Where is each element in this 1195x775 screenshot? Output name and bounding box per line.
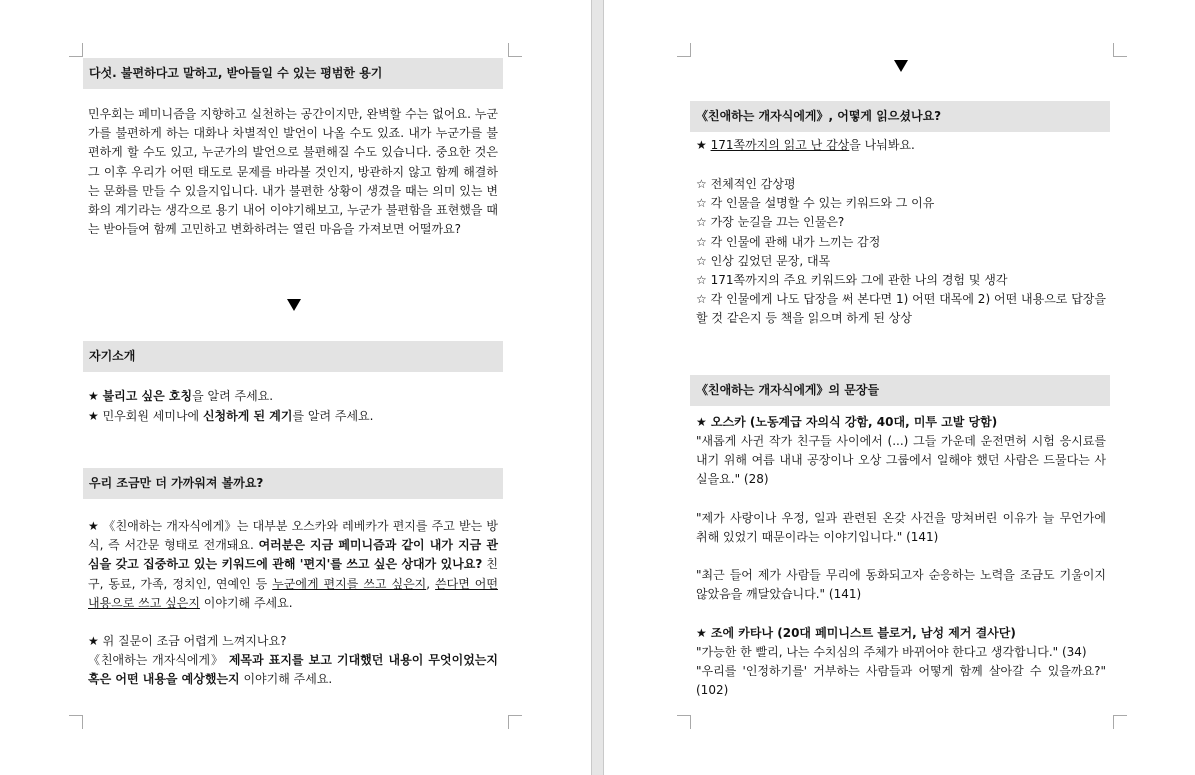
list-item: ★ 민우회원 세미나에 신청하게 된 계기를 알려 주세요. [88, 409, 374, 423]
crop-mark [508, 43, 522, 57]
list-item: ☆ 인상 깊었던 문장, 대목 [696, 253, 831, 268]
section-heading: 《친애하는 개자식에게》의 문장들 [690, 375, 1110, 406]
list-item: ☆ 각 인물에게 나도 답장을 써 본다면 1) 어떤 대목에 2) 어떤 내용으로 답장을 할 것 같은지 등 책을 읽으며 하게 된 상상 [696, 292, 1106, 326]
list-item: ☆ 전체적인 감상평 [696, 177, 796, 191]
list-item: ★ 위 질문이 조금 어렵게 느껴지나요? [88, 634, 287, 648]
crop-mark [677, 43, 691, 57]
section-heading: 자기소개 [83, 341, 503, 372]
list-item: ☆ 171쪽까지의 주요 키워드와 그에 관한 나의 경험 및 생각 [696, 273, 1008, 287]
list-item: ☆ 각 인물을 설명할 수 있는 키워드와 그 이유 [696, 196, 935, 211]
down-arrow-icon [287, 299, 301, 311]
quote: "새롭게 사귄 작가 친구들 사이에서 (...) 그들 가운데 운전면허 시험 응시료를 내기 위해 여름 내내 공장이나 오상 그룹에서 일해야 했던 사람은 드물다는 사실을요." (28) [696, 434, 1106, 487]
character-title: ★ 조에 카타나 (20대 페미니스트 블로거, 남성 제거 결사단) [696, 626, 1016, 640]
character-title: ★ 오스카 (노동계급 자의식 강함, 40대, 미투 고발 당함) [696, 415, 998, 429]
down-arrow-icon [894, 60, 908, 72]
crop-mark [1113, 715, 1127, 729]
crop-mark [69, 43, 83, 57]
list-item: ☆ 가장 눈길을 끄는 인물은? [696, 215, 845, 230]
list-item: ★ 171쪽까지의 읽고 난 감상을 나눠봐요. [696, 138, 915, 152]
section-body: ★ 《친애하는 개자식에게》는 대부분 오스카와 레베카가 편지를 주고 받는 방식, 즉 서간문 형태로 전개돼요. 여러분은 지금 페미니즘과 같이 내가 지금 관심을 갖고 집중하고 있는 키워드에 관해 '편지'를 쓰고 싶은 상대가 있나요? 친구, 동료, 가족, 정치인, 연예인 등 누군에게 편지를 쓰고 싶은지, 쓴다면 어떤 내용으로 쓰고 싶은지 이야기해 주세요. [88, 519, 498, 610]
quote: "우리를 '인정하기를' 거부하는 사람들과 어떻게 함께 살아갈 수 있을까요?" (102) [696, 664, 1106, 698]
section-body: 민우회는 페미니즘을 지향하고 실천하는 공간이지만, 완벽할 수는 없어요. 누군가를 불편하게 하는 대화나 차별적인 발언이 나올 수도 있죠. 내가 누군가를 불편하게 할 수도 있고, 누군가의 발언으로 불편해질 수도 있습니다. 중요한 것은 그 이후 우리가 어떤 태도로 문제를 바라볼 것인지, 방관하지 않고 함께 해결하는 문화를 만들 수 있을지입니다. 내가 불편한 상황이 생겼을 때는 의미 있는 변화의 계기라는 생각으로 용기 내어 이야기해보고, 누군가 불편함을 표현했을 때는 받아들여 함께 고민하고 변화하려는 열린 마음을 가져보면 어떨까요? [88, 107, 498, 237]
crop-mark [508, 715, 522, 729]
list-item: ★ 불리고 싶은 호칭을 알려 주세요. [88, 389, 274, 403]
crop-mark [69, 715, 83, 729]
crop-mark [1113, 43, 1127, 57]
quote: "최근 들어 제가 사람들 무리에 동화되고자 순응하는 노력을 조금도 기울이지 않았음을 깨달았습니다." (141) [696, 568, 1106, 602]
page-gutter [591, 0, 604, 775]
quote: "제가 사랑이나 우정, 일과 관련된 온갖 사건을 망쳐버린 이유가 늘 무언가에 취해 있었기 때문이라는 이야기입니다." (141) [696, 511, 1106, 545]
right-page [604, 0, 1195, 775]
section-heading: 《친애하는 개자식에게》, 어떻게 읽으셨나요? [690, 101, 1110, 132]
crop-mark [677, 715, 691, 729]
section-body: 《친애하는 개자식에게》 제목과 표지를 보고 기대했던 내용이 무엇이었는지 혹은 어떤 내용을 예상했는지 이야기해 주세요. [88, 653, 498, 687]
section-heading: 우리 조금만 더 가까워져 볼까요? [83, 468, 503, 499]
section-heading: 다섯. 불편하다고 말하고, 받아들일 수 있는 평범한 용기 [83, 58, 503, 89]
quote: "가능한 한 빨리, 나는 수치심의 주체가 바뀌어야 한다고 생각합니다." (34) [696, 645, 1087, 659]
list-item: ☆ 각 인물에 관해 내가 느끼는 감정 [696, 234, 881, 249]
left-page [0, 0, 591, 775]
